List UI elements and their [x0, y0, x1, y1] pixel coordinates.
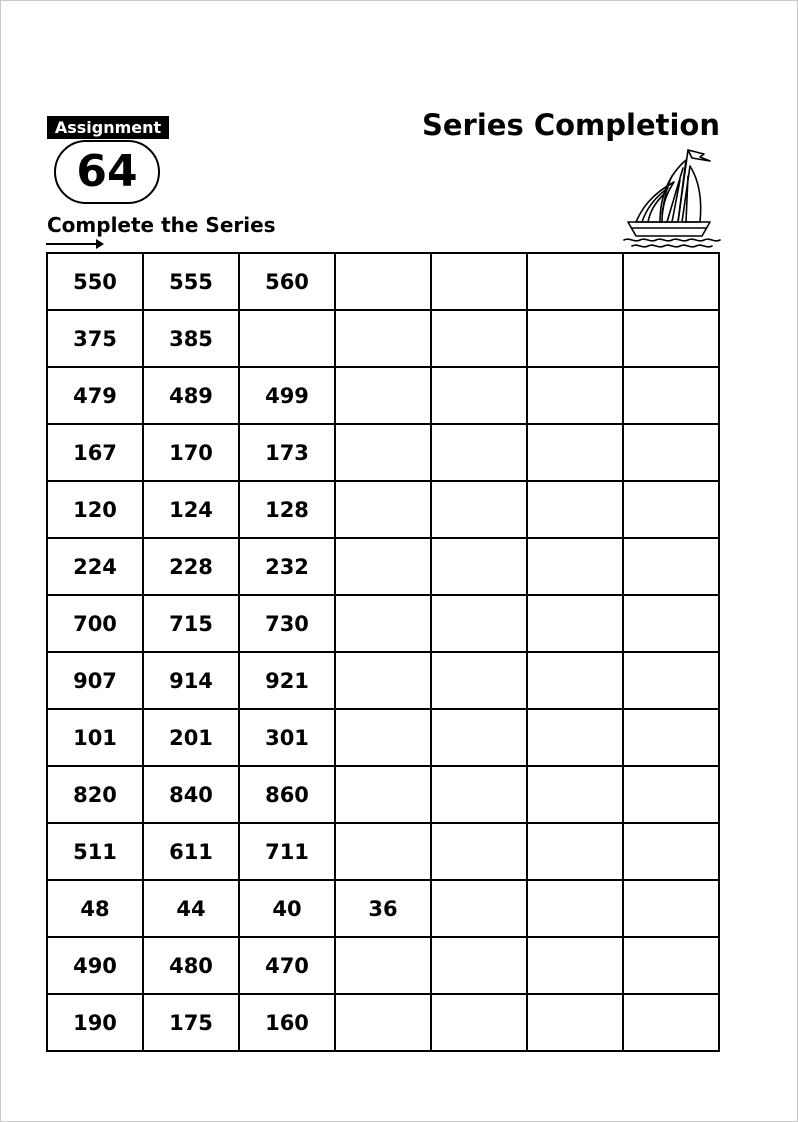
answer-cell[interactable] — [431, 538, 527, 595]
answer-cell[interactable] — [335, 652, 431, 709]
answer-cell[interactable] — [335, 823, 431, 880]
answer-cell[interactable] — [527, 766, 623, 823]
series-row — [47, 823, 719, 880]
answer-cell[interactable] — [527, 880, 623, 937]
answer-cell[interactable] — [527, 538, 623, 595]
answer-cell[interactable] — [623, 424, 719, 481]
answer-cell[interactable] — [527, 481, 623, 538]
series-cell: 730 — [239, 595, 335, 652]
answer-cell[interactable] — [335, 253, 431, 310]
answer-cell[interactable] — [527, 937, 623, 994]
series-cell: 120 — [47, 481, 143, 538]
answer-cell[interactable] — [623, 709, 719, 766]
series-cell: 40 — [239, 880, 335, 937]
answer-cell[interactable] — [623, 652, 719, 709]
answer-cell[interactable] — [527, 595, 623, 652]
series-cell: 124 — [143, 481, 239, 538]
answer-cell[interactable] — [623, 595, 719, 652]
answer-cell[interactable] — [623, 994, 719, 1051]
answer-cell[interactable] — [335, 766, 431, 823]
answer-cell[interactable] — [527, 994, 623, 1051]
answer-cell[interactable] — [431, 937, 527, 994]
answer-cell[interactable] — [239, 310, 335, 367]
series-cell: 190 — [47, 994, 143, 1051]
series-cell: 711 — [239, 823, 335, 880]
series-cell: 921 — [239, 652, 335, 709]
series-cell: 301 — [239, 709, 335, 766]
answer-cell[interactable] — [623, 823, 719, 880]
series-cell: 560 — [239, 253, 335, 310]
answer-cell[interactable] — [623, 880, 719, 937]
answer-cell[interactable] — [335, 538, 431, 595]
answer-cell[interactable] — [623, 766, 719, 823]
answer-cell[interactable] — [623, 481, 719, 538]
arrow-right-icon — [46, 238, 106, 250]
answer-cell[interactable] — [527, 367, 623, 424]
answer-cell[interactable] — [431, 481, 527, 538]
answer-cell[interactable] — [623, 937, 719, 994]
instruction-text: Complete the Series — [47, 213, 276, 237]
sailboat-icon — [622, 142, 722, 248]
series-cell: 224 — [47, 538, 143, 595]
series-cell: 820 — [47, 766, 143, 823]
series-row — [47, 652, 719, 709]
series-cell: 489 — [143, 367, 239, 424]
answer-cell[interactable] — [431, 595, 527, 652]
series-cell: 375 — [47, 310, 143, 367]
series-cell: 499 — [239, 367, 335, 424]
series-cell: 550 — [47, 253, 143, 310]
series-row — [47, 994, 719, 1051]
series-cell: 175 — [143, 994, 239, 1051]
answer-cell[interactable] — [431, 310, 527, 367]
answer-cell[interactable] — [527, 310, 623, 367]
series-cell: 48 — [47, 880, 143, 937]
answer-cell[interactable] — [335, 937, 431, 994]
series-cell: 511 — [47, 823, 143, 880]
series-row — [47, 424, 719, 481]
answer-cell[interactable] — [527, 652, 623, 709]
series-cell: 479 — [47, 367, 143, 424]
series-row — [47, 481, 719, 538]
answer-cell[interactable] — [335, 481, 431, 538]
series-cell: 44 — [143, 880, 239, 937]
answer-cell[interactable] — [623, 538, 719, 595]
series-cell: 228 — [143, 538, 239, 595]
series-row — [47, 709, 719, 766]
series-row — [47, 538, 719, 595]
series-row — [47, 253, 719, 310]
answer-cell[interactable] — [431, 253, 527, 310]
answer-cell[interactable] — [431, 709, 527, 766]
series-cell: 555 — [143, 253, 239, 310]
answer-cell[interactable] — [431, 652, 527, 709]
series-cell: 173 — [239, 424, 335, 481]
series-cell: 170 — [143, 424, 239, 481]
answer-cell[interactable] — [431, 367, 527, 424]
series-cell: 611 — [143, 823, 239, 880]
series-cell: 160 — [239, 994, 335, 1051]
series-cell: 490 — [47, 937, 143, 994]
series-cell: 470 — [239, 937, 335, 994]
series-cell: 36 — [335, 880, 431, 937]
answer-cell[interactable] — [431, 766, 527, 823]
series-cell: 715 — [143, 595, 239, 652]
answer-cell[interactable] — [527, 424, 623, 481]
series-cell: 914 — [143, 652, 239, 709]
series-row — [47, 367, 719, 424]
series-cell: 840 — [143, 766, 239, 823]
answer-cell[interactable] — [335, 424, 431, 481]
answer-cell[interactable] — [335, 595, 431, 652]
series-cell: 232 — [239, 538, 335, 595]
series-row — [47, 595, 719, 652]
series-row — [47, 937, 719, 994]
answer-cell[interactable] — [335, 994, 431, 1051]
answer-cell[interactable] — [527, 823, 623, 880]
answer-cell[interactable] — [335, 310, 431, 367]
answer-cell[interactable] — [623, 367, 719, 424]
answer-cell[interactable] — [335, 709, 431, 766]
answer-cell[interactable] — [527, 709, 623, 766]
series-cell: 480 — [143, 937, 239, 994]
series-cell: 201 — [143, 709, 239, 766]
series-cell: 700 — [47, 595, 143, 652]
series-row — [47, 880, 719, 937]
series-row — [47, 766, 719, 823]
answer-cell[interactable] — [335, 367, 431, 424]
series-cell: 385 — [143, 310, 239, 367]
series-cell: 128 — [239, 481, 335, 538]
series-cell: 101 — [47, 709, 143, 766]
answer-cell[interactable] — [527, 253, 623, 310]
series-row — [47, 310, 719, 367]
series-cell: 860 — [239, 766, 335, 823]
series-cell: 167 — [47, 424, 143, 481]
assignment-number: 64 — [54, 140, 160, 204]
answer-cell[interactable] — [431, 880, 527, 937]
answer-cell[interactable] — [431, 424, 527, 481]
answer-cell[interactable] — [431, 994, 527, 1051]
page-title: Series Completion — [422, 108, 720, 142]
answer-cell[interactable] — [431, 823, 527, 880]
answer-cell[interactable] — [623, 253, 719, 310]
series-grid — [46, 252, 720, 1052]
answer-cell[interactable] — [623, 310, 719, 367]
series-cell: 907 — [47, 652, 143, 709]
assignment-badge: Assignment — [47, 116, 169, 139]
